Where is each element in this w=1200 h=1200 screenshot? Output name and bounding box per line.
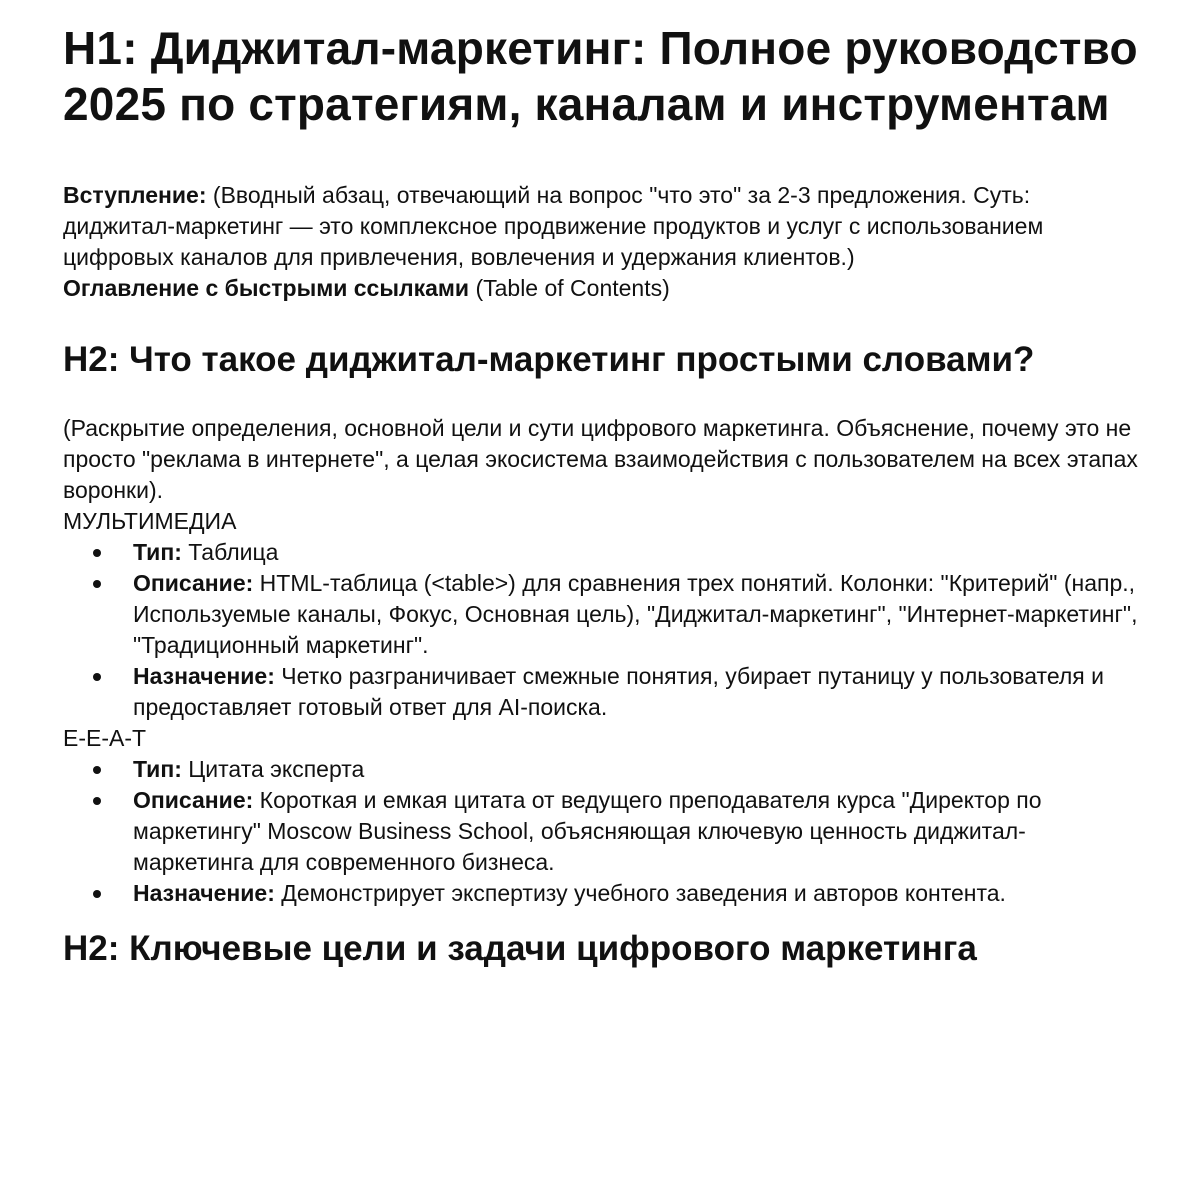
section-what-is-paragraph: (Раскрытие определения, основной цели и сути цифрового маркетинга. Объяснение, почему это не просто "реклама в интернете", а целая экосистема взаимодействия с пользователем на всех этапах воронки). (63, 415, 1138, 503)
list-item-key: Назначение: (133, 880, 275, 906)
list-item-key: Назначение: (133, 663, 275, 689)
section-heading-goals: H2: Ключевые цели и задачи цифрового маркетинга (63, 929, 977, 968)
list-item (63, 878, 1146, 909)
section-what-is-body (63, 413, 1146, 909)
list-item (63, 754, 1146, 785)
intro-text: (Вводный абзац, отвечающий на вопрос "что это" за 2-3 предложения. Суть: диджитал-маркетинг — это комплексное продвижение продуктов и услуг с использованием цифровых каналов для привлечения, вовлечения и удержания клиентов.) (63, 182, 1044, 270)
eeat-label: E-E-A-T (63, 725, 147, 751)
list-item-key: Тип: (133, 539, 182, 565)
page-title: H1: Диджитал-маркетинг: Полное руководство 2025 по стратегиям, каналам и инструментам (63, 22, 1138, 130)
list-item-value: Демонстрирует экспертизу учебного заведения и авторов контента. (274, 880, 1006, 906)
section-heading-what-is: H2: Что такое диджитал-маркетинг простыми словами? (63, 340, 1035, 379)
list-item-key: Тип: (133, 756, 182, 782)
list-item-value: Четко разграничивает смежные понятия, убирает путаницу у пользователя и предоставляет готовый ответ для AI-поиска. (133, 663, 1104, 720)
eeat-list (63, 754, 1146, 909)
list-item-value: Таблица (181, 539, 279, 565)
list-item (63, 568, 1146, 661)
list-item (63, 661, 1146, 723)
toc-line (63, 273, 1146, 304)
list-item-value: Короткая и емкая цитата от ведущего преподавателя курса "Директор по маркетингу" Moscow Business School, объясняющая ключевую ценность диджитал-маркетинга для современного бизнеса. (133, 787, 1042, 875)
intro-block (63, 180, 1146, 304)
intro-label: Вступление: (63, 182, 207, 208)
intro-paragraph (63, 180, 1146, 273)
list-item-value: HTML-таблица (<table>) для сравнения трех понятий. Колонки: "Критерий" (напр., Используемые каналы, Фокус, Основная цель), "Диджитал-маркетинг", "Интернет-маркетинг", "Традиционный маркетинг". (133, 570, 1138, 658)
list-item (63, 537, 1146, 568)
toc-text: (Table of Contents) (469, 275, 670, 301)
multimedia-list (63, 537, 1146, 723)
toc-label: Оглавление с быстрыми ссылками (63, 275, 470, 301)
list-item-value: Цитата эксперта (181, 756, 365, 782)
list-item (63, 785, 1146, 878)
list-item-key: Описание: (133, 570, 254, 596)
multimedia-label: МУЛЬТИМЕДИА (63, 508, 237, 534)
list-item-key: Описание: (133, 787, 254, 813)
